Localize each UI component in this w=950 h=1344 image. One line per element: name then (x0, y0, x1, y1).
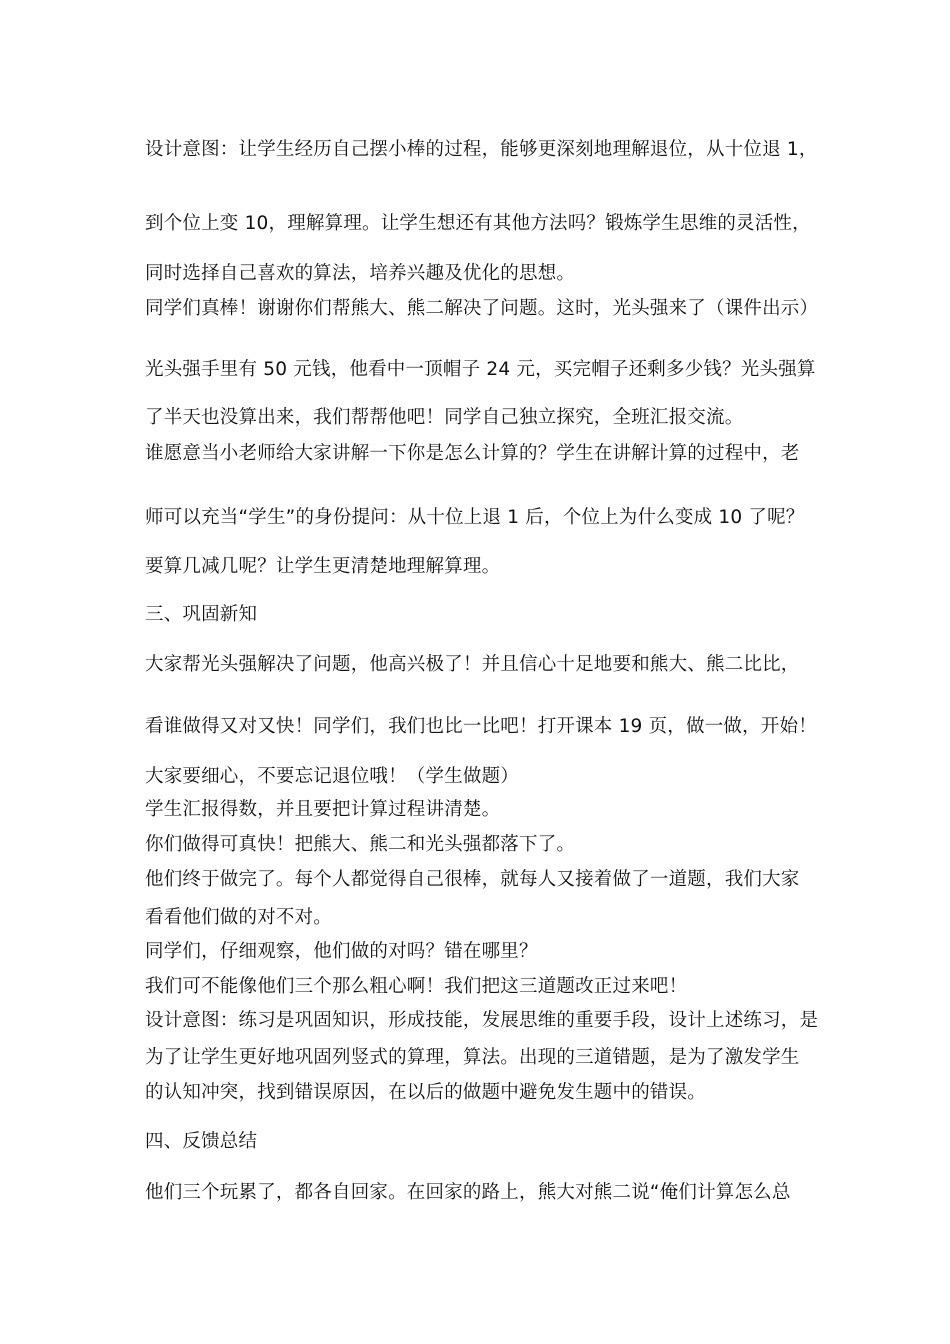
text-line: 大家要细心，不要忘记退位哦！（学生做题） (145, 766, 520, 787)
section-heading: 四、反馈总结 (145, 1131, 258, 1152)
text-line: 同学们，仔细观察，他们做的对吗？错在哪里？ (145, 941, 538, 962)
text-line: 大家帮光头强解决了问题，他高兴极了！并且信心十足地要和熊大、熊二比比， (145, 654, 800, 675)
text-line: 同时选择自己喜欢的算法，培养兴趣及优化的思想。 (145, 263, 576, 284)
section-heading: 三、巩固新知 (145, 604, 258, 625)
text-line: 学生汇报得数，并且要把计算过程讲清楚。 (145, 799, 501, 820)
text-line: 他们三个玩累了，都各自回家。在回家的路上，熊大对熊二说“俺们计算怎么总 (145, 1182, 791, 1203)
text-line: 师可以充当“学生”的身份提问：从十位上退 1 后，个位上为什么变成 10 了呢？ (145, 507, 805, 528)
text-line: 到个位上变 10，理解算理。让学生想还有其他方法吗？锻炼学生思维的灵活性， (145, 213, 811, 234)
text-line: 了半天也没算出来，我们帮帮他吧！同学自己独立探究，全班汇报交流。 (145, 407, 744, 428)
text-line: 看谁做得又对又快！同学们，我们也比一比吧！打开课本 19 页，做一做，开始！ (145, 716, 817, 737)
text-line: 为了让学生更好地巩固列竖式的算理，算法。出现的三道错题，是为了激发学生 (145, 1047, 800, 1068)
text-line: 看看他们做的对不对。 (145, 907, 333, 928)
text-line: 设计意图：练习是巩固知识，形成技能，发展思维的重要手段，设计上述练习，是 (145, 1010, 819, 1031)
text-line: 设计意图：让学生经历自己摆小棒的过程，能够更深刻地理解退位，从十位退 1， (145, 139, 818, 160)
text-line: 的认知冲突，找到错误原因，在以后的做题中避免发生题中的错误。 (145, 1082, 707, 1103)
text-line: 我们可不能像他们三个那么粗心啊！我们把这三道题改正过来吧！ (145, 976, 688, 997)
text-line: 要算几减几呢？让学生更清楚地理解算理。 (145, 556, 501, 577)
text-line: 你们做得可真快！把熊大、熊二和光头强都落下了。 (145, 834, 576, 855)
text-line: 光头强手里有 50 元钱，他看中一顶帽子 24 元，买完帽子还剩多少钱？光头强算 (145, 359, 816, 380)
text-line: 谁愿意当小老师给大家讲解一下你是怎么计算的？学生在讲解计算的过程中，老 (145, 443, 800, 464)
text-line: 他们终于做完了。每个人都觉得自己很棒，就每人又接着做了一道题，我们大家 (145, 869, 800, 890)
text-line: 同学们真棒！谢谢你们帮熊大、熊二解决了问题。这时，光头强来了（课件出示） (145, 298, 819, 319)
